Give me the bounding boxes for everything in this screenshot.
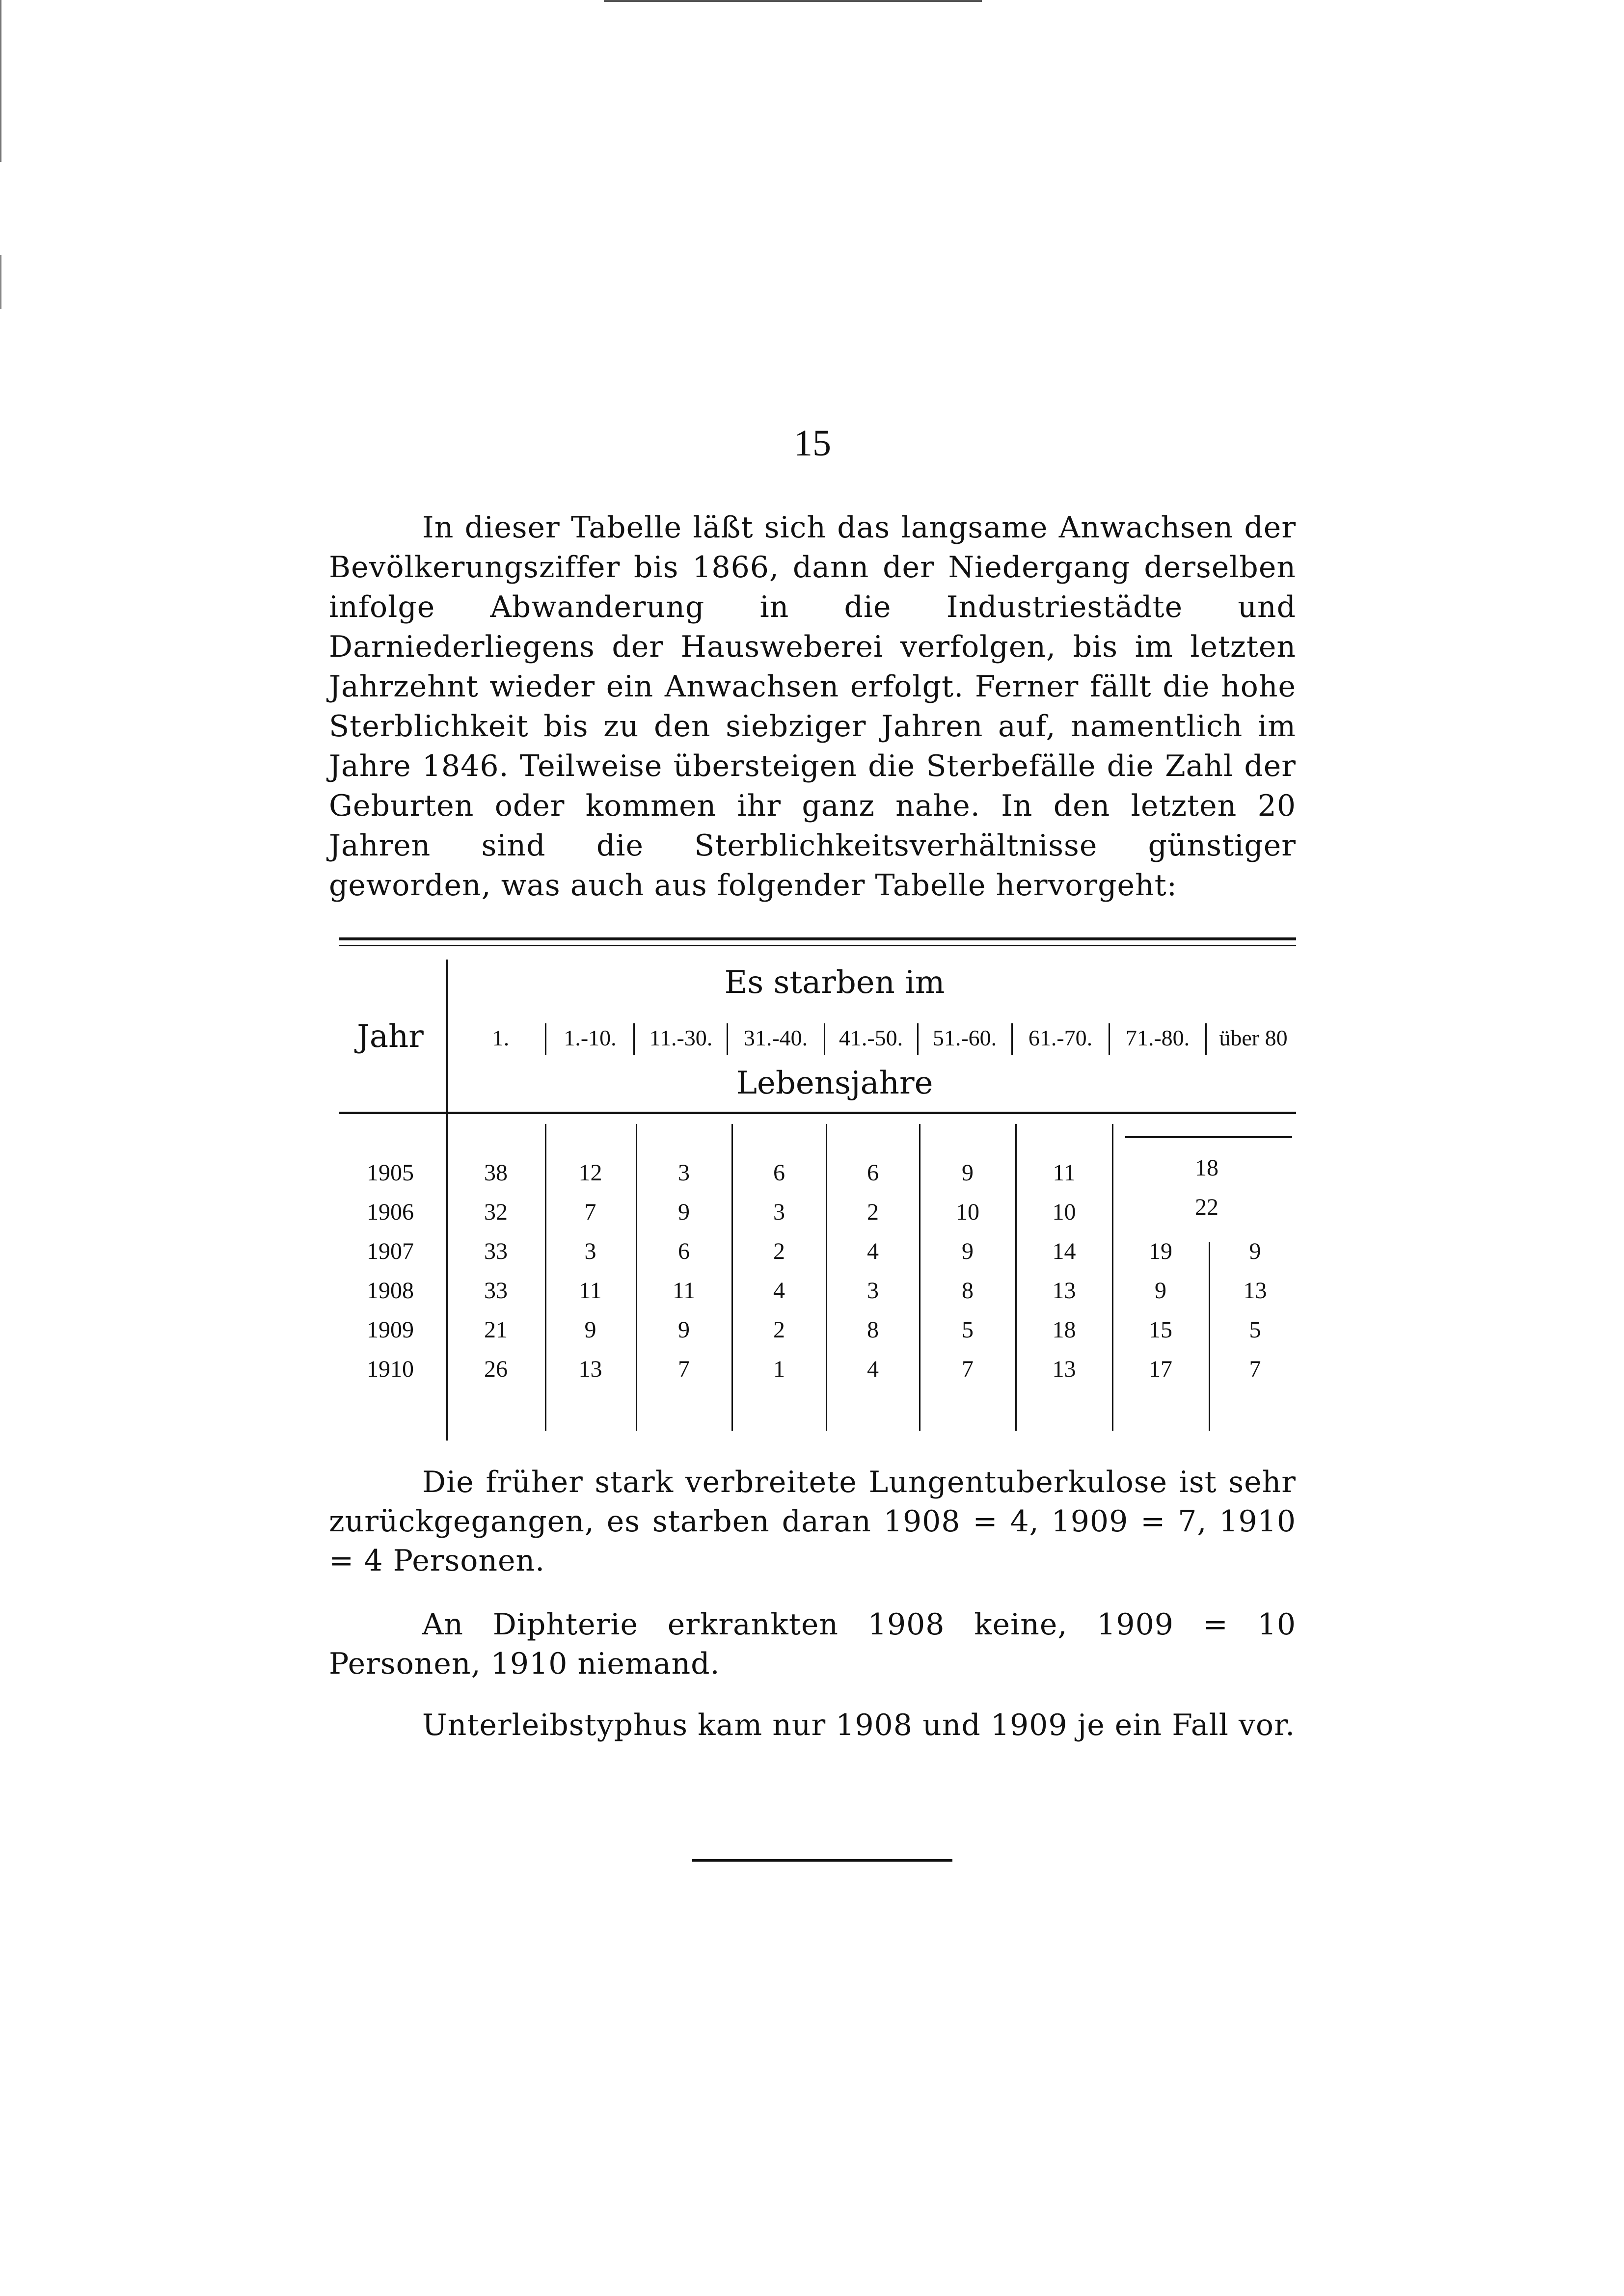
age-group-header: 61.-70. xyxy=(1028,1025,1093,1050)
table-cell: 2 xyxy=(773,1238,785,1264)
table-cell: 7 xyxy=(678,1356,690,1382)
table-cell: 6 xyxy=(678,1238,690,1264)
table-column-divider xyxy=(824,1023,825,1055)
age-group-header: 1. xyxy=(492,1025,510,1050)
table-cell: 9 xyxy=(962,1160,974,1186)
table-cell: 6 xyxy=(773,1160,785,1186)
table-cell: 11 xyxy=(672,1278,696,1304)
bottom-header: Lebensjahre xyxy=(736,1065,933,1101)
year-cell: 1910 xyxy=(367,1356,414,1382)
age-group-header: 11.-30. xyxy=(649,1025,713,1050)
table-cell: 4 xyxy=(867,1356,879,1382)
table-cell: 32 xyxy=(484,1199,508,1225)
table-column-divider xyxy=(917,1023,919,1055)
table-cell: 10 xyxy=(1052,1199,1076,1225)
table-cell: 13 xyxy=(578,1356,602,1382)
table-column-divider xyxy=(1109,1023,1110,1055)
typhus-paragraph: Unterleibstyphus kam nur 1908 und 1909 je ein Fall vor. xyxy=(422,1708,1296,1742)
table-cell: 3 xyxy=(867,1278,879,1304)
combined-column-brace xyxy=(1125,1136,1292,1138)
table-column-divider xyxy=(727,1023,728,1055)
table-cell: 9 xyxy=(1155,1278,1166,1304)
table-cell: 6 xyxy=(867,1160,879,1186)
table-cell: 33 xyxy=(484,1238,508,1264)
table-header-rule xyxy=(339,1112,1296,1114)
age-group-header: 71.-80. xyxy=(1125,1025,1190,1050)
table-cell: 4 xyxy=(773,1278,785,1304)
age-group-header: 1.-10. xyxy=(564,1025,617,1050)
table-top-rule xyxy=(339,937,1296,940)
table-cell: 13 xyxy=(1243,1278,1267,1304)
table-cell: 3 xyxy=(773,1199,785,1225)
combined-cell: 22 xyxy=(1195,1194,1218,1220)
table-cell: 17 xyxy=(1149,1356,1172,1382)
year-cell: 1908 xyxy=(367,1278,414,1304)
table-cell: 10 xyxy=(956,1199,979,1225)
table-column-divider xyxy=(1011,1023,1013,1055)
year-cell: 1906 xyxy=(367,1199,414,1225)
diphtheria-paragraph: An Diphterie erkrankten 1908 keine, 1909 = 10 Personen, 1910 niemand. xyxy=(329,1607,1296,1681)
table-cell: 19 xyxy=(1149,1238,1172,1264)
table-cell: 21 xyxy=(484,1317,508,1343)
table-cell: 14 xyxy=(1052,1238,1076,1264)
table-cell: 18 xyxy=(1052,1317,1076,1343)
table-cell: 5 xyxy=(1249,1317,1261,1343)
intro-paragraph: In dieser Tabelle läßt sich das langsame Anwachsen der Bevölkerungsziffer bis 1866, dann der Niedergang derselben infolge Abwanderung in die Industriestädte und Darniederliegens der Hausweberei verfolgen, bis im letzten Jahrzehnt wieder ein Anwachsen erfolgt. Ferner fällt die hohe Sterblichkeit bis zu den siebziger Jahren auf, namentlich im Jahre 1846. Teilweise übersteigen die Sterbefälle die Zahl der Geburten oder kommen ihr ganz nahe. In den letzten 20 Jahren sind die Sterblichkeitsverhältnisse günstiger geworden, was auch aus folgender Tabelle hervorgeht: xyxy=(329,510,1296,903)
table-cell: 13 xyxy=(1052,1356,1076,1382)
table-cell: 38 xyxy=(484,1160,508,1186)
age-group-header: 51.-60. xyxy=(932,1025,997,1050)
table-cell: 2 xyxy=(773,1317,785,1343)
table-cell: 26 xyxy=(484,1356,508,1382)
scan-edge-mark xyxy=(0,0,1,162)
table-cell: 15 xyxy=(1149,1317,1172,1343)
year-header: Jahr xyxy=(357,1018,424,1055)
table-cell: 7 xyxy=(584,1199,596,1225)
combined-cell: 18 xyxy=(1195,1155,1218,1181)
tuberculosis-paragraph: Die früher stark verbreitete Lungentuberkulose ist sehr zurückgegangen, es starben daran 1908 = 4, 1909 = 7, 1910 = 4 Personen. xyxy=(329,1465,1296,1578)
table-cell: 13 xyxy=(1052,1278,1076,1304)
table-cell: 3 xyxy=(678,1160,690,1186)
table-cell: 9 xyxy=(678,1317,690,1343)
table-cell: 3 xyxy=(584,1238,596,1264)
table-column-divider xyxy=(545,1023,546,1055)
table-cell: 8 xyxy=(867,1317,879,1343)
table-cell: 7 xyxy=(962,1356,974,1382)
table-cell: 11 xyxy=(1053,1160,1076,1186)
table-column-divider xyxy=(633,1023,635,1055)
table-cell: 2 xyxy=(867,1199,879,1225)
table-cell: 33 xyxy=(484,1278,508,1304)
table-column-divider xyxy=(545,1124,546,1431)
closing-rule xyxy=(692,1859,952,1862)
table-cell: 8 xyxy=(962,1278,974,1304)
table-cell: 1 xyxy=(773,1356,785,1382)
table-column-divider xyxy=(446,960,448,1441)
table-cell: 5 xyxy=(962,1317,974,1343)
table-cell: 4 xyxy=(867,1238,879,1264)
table-cell: 9 xyxy=(962,1238,974,1264)
table-top-rule-thin xyxy=(339,945,1296,946)
year-cell: 1905 xyxy=(367,1160,414,1186)
scan-edge-mark xyxy=(0,255,1,309)
table-cell: 11 xyxy=(579,1278,602,1304)
table-cell: 12 xyxy=(578,1160,602,1186)
age-group-header: über 80 xyxy=(1219,1025,1288,1050)
age-group-header: 31.-40. xyxy=(743,1025,808,1050)
table-cell: 9 xyxy=(1249,1238,1261,1264)
scan-edge-mark xyxy=(604,0,982,2)
table-cell: 7 xyxy=(1249,1356,1261,1382)
table-cell: 9 xyxy=(678,1199,690,1225)
top-header: Es starben im xyxy=(724,964,945,1001)
age-group-header: 41.-50. xyxy=(839,1025,903,1050)
year-cell: 1909 xyxy=(367,1317,414,1343)
table-cell: 9 xyxy=(584,1317,596,1343)
year-cell: 1907 xyxy=(367,1238,414,1264)
page-number: 15 xyxy=(794,423,831,464)
